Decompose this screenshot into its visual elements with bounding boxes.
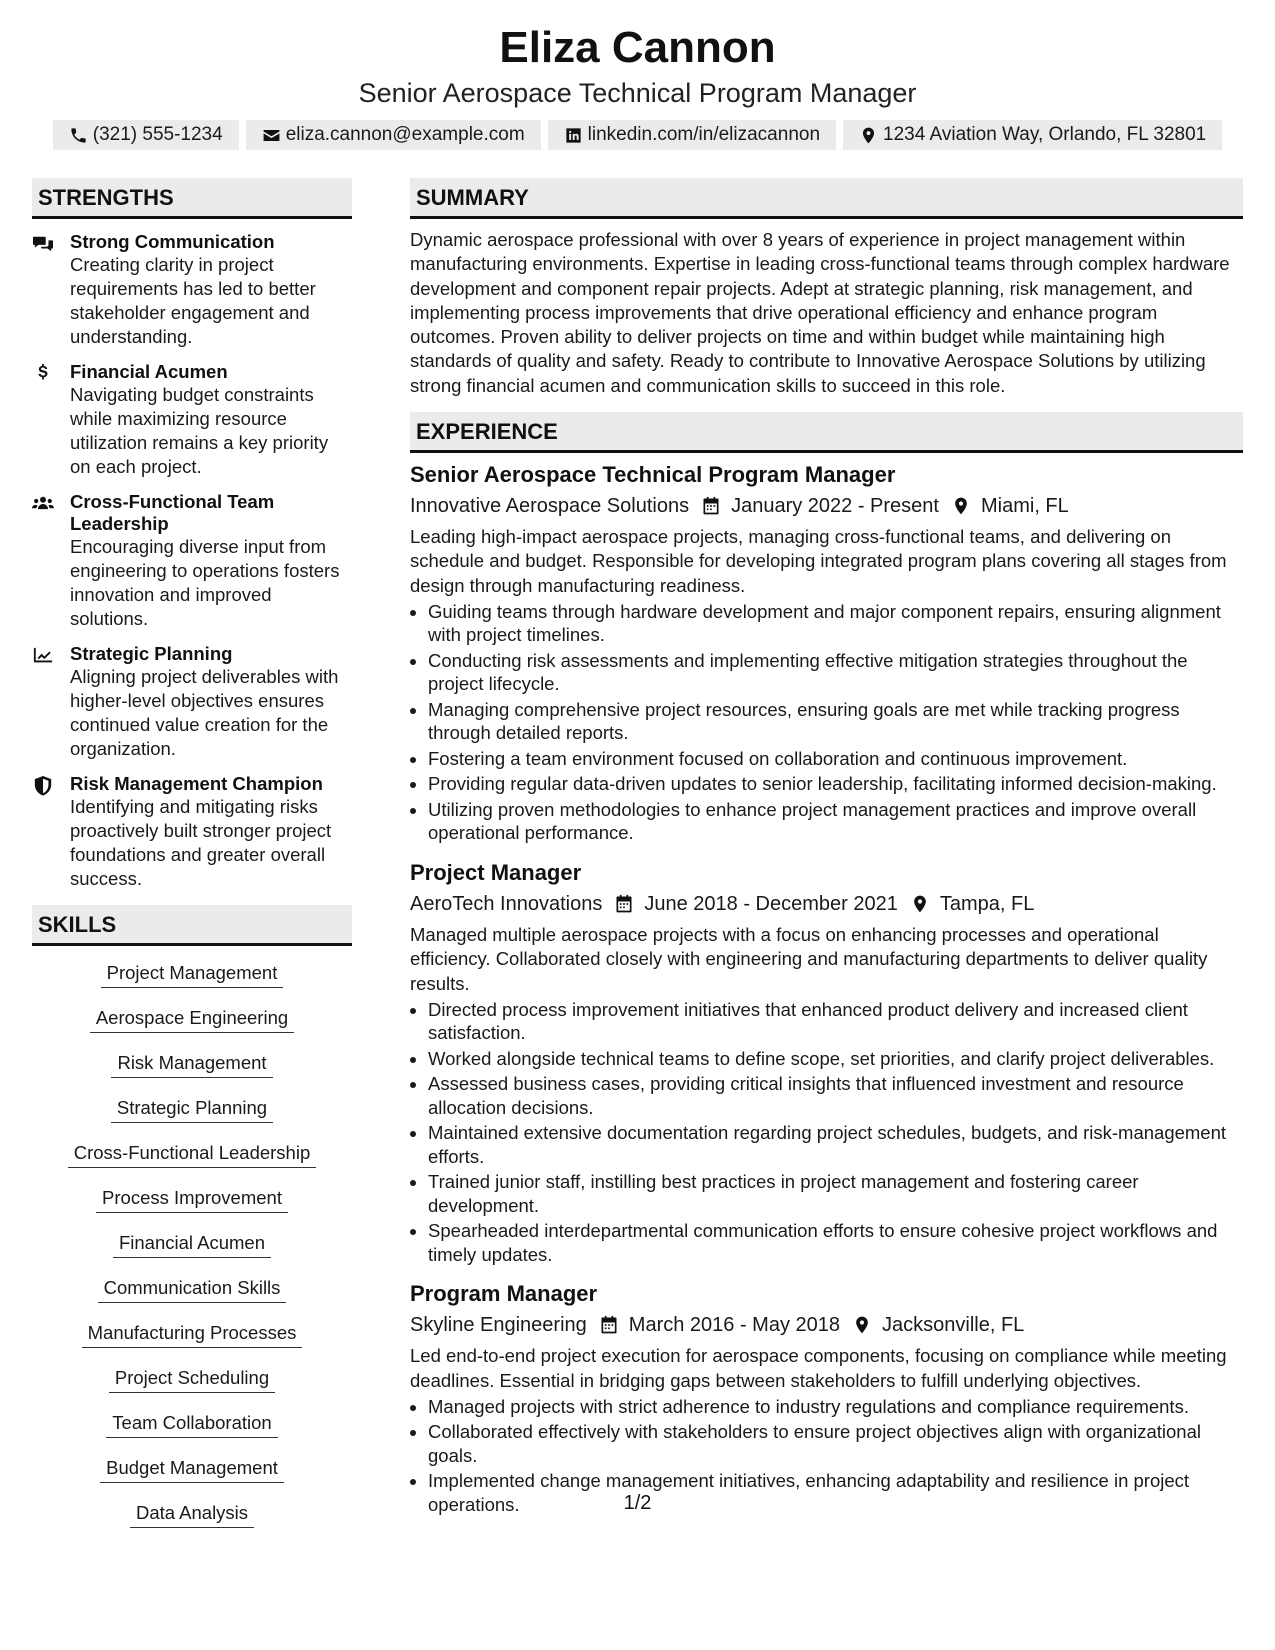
job-meta <box>410 491 1243 521</box>
contact-address-text: 1234 Aviation Way, Orlando, FL 32801 <box>883 124 1207 145</box>
job-description: Leading high-impact aerospace projects, managing cross-functional teams, and delivering on schedule and budget. Responsible for developing integrated program plans covering all stages from design through manufacturing readiness. <box>410 526 1227 596</box>
strength-title: Cross-Functional Team Leadership <box>70 491 275 534</box>
location-pin-icon <box>951 496 971 516</box>
skill-tag: Project Scheduling <box>109 1365 275 1393</box>
strength-item <box>32 773 352 891</box>
phone-icon <box>69 126 88 145</box>
job-bullet: • Trained junior staff, instilling best practices in project management and fostering career development. <box>428 1170 1243 1217</box>
skill-tag: Cross-Functional Leadership <box>68 1140 317 1168</box>
strength-desc: Creating clarity in project requirements has led to better stakeholder engagement and understanding. <box>70 254 316 347</box>
skills-heading: SKILLS <box>32 905 352 946</box>
job-bullet: • Guiding teams through hardware development and major component repairs, ensuring alignment with project timelines. <box>428 600 1243 647</box>
job-bullet: • Conducting risk assessments and implementing effective mitigation strategies throughout the project lifecycle. <box>428 649 1243 696</box>
contact-phone <box>53 120 239 150</box>
job-bullet: • Maintained extensive documentation regarding project schedules, budgets, and risk-management efforts. <box>428 1121 1243 1168</box>
job-bullet: • Fostering a team environment focused on collaboration and continuous improvement. <box>428 747 1243 771</box>
users-icon <box>32 494 54 514</box>
envelope-icon <box>262 126 281 145</box>
strengths-list <box>32 231 352 891</box>
job-location: Miami, FL <box>980 495 1069 518</box>
skill-tag: Communication Skills <box>98 1275 287 1303</box>
strength-title: Strong Communication <box>70 231 275 252</box>
strength-desc: Encouraging diverse input from engineering to operations fosters innovation and improved solutions. <box>70 536 340 629</box>
skills-list <box>32 960 352 1545</box>
chat-bubbles-icon <box>32 234 54 254</box>
strength-item <box>32 361 352 479</box>
contact-bar <box>0 120 1275 150</box>
linkedin-icon <box>564 126 583 145</box>
page-number: 1/2 <box>623 1492 652 1514</box>
candidate-headline: Senior Aerospace Technical Program Manager <box>358 78 917 108</box>
job-bullet: • Providing regular data-driven updates to senior leadership, facilitating informed decision-making. <box>428 772 1243 796</box>
skill-tag: Manufacturing Processes <box>82 1320 303 1348</box>
strength-title: Strategic Planning <box>70 643 233 664</box>
job-bullets <box>410 998 1243 1267</box>
job-entry <box>410 461 1243 845</box>
job-location: Tampa, FL <box>939 892 1035 915</box>
calendar-icon <box>614 894 634 914</box>
job-dates: June 2018 - December 2021 <box>644 892 898 915</box>
skill-tag: Project Management <box>101 960 284 988</box>
skill-tag: Financial Acumen <box>113 1230 271 1258</box>
skill-tag: Team Collaboration <box>106 1410 277 1438</box>
job-description: Led end-to-end project execution for aerospace components, focusing on compliance while meeting deadlines. Essential in bridging gaps between stakeholders to fulfill underlying objectives. <box>410 1345 1227 1391</box>
strength-title: Risk Management Champion <box>70 773 323 794</box>
job-bullet: • Managed projects with strict adherence to industry regulations and compliance requirements. <box>428 1395 1243 1419</box>
contact-phone-text: (321) 555-1234 <box>92 124 223 145</box>
job-bullet: • Spearheaded interdepartmental communication efforts to ensure cohesive project workflows and timely updates. <box>428 1219 1243 1266</box>
strength-desc: Navigating budget constraints while maximizing resource utilization remains a key priority on each project. <box>70 384 329 477</box>
job-dates: March 2016 - May 2018 <box>628 1314 841 1337</box>
job-entry <box>410 859 1243 1266</box>
job-bullet: • Implemented change management initiatives, enhancing adaptability and resilience in project operations. <box>428 1469 1243 1516</box>
job-bullet: • Managing comprehensive project resources, ensuring goals are met while tracking progress through detailed reports. <box>428 698 1243 745</box>
location-pin-icon <box>859 126 878 145</box>
contact-email[interactable] <box>246 120 541 150</box>
job-bullet: • Collaborated effectively with stakeholders to ensure project objectives align with organizational goals. <box>428 1420 1243 1467</box>
resume-body <box>32 178 1243 1545</box>
strengths-heading: STRENGTHS <box>32 178 352 219</box>
job-meta <box>410 889 1243 919</box>
job-company: Skyline Engineering <box>410 1314 587 1337</box>
job-title: Senior Aerospace Technical Program Manager <box>410 462 896 488</box>
strength-desc: Identifying and mitigating risks proactively built stronger project foundations and greater overall success. <box>70 796 332 889</box>
skill-tag: Data Analysis <box>130 1500 254 1528</box>
line-chart-icon <box>32 646 54 666</box>
location-pin-icon <box>910 894 930 914</box>
skill-tag: Strategic Planning <box>111 1095 273 1123</box>
contact-address <box>843 120 1222 150</box>
shield-icon <box>32 776 54 796</box>
candidate-name: Eliza Cannon <box>499 23 776 72</box>
experience-heading: EXPERIENCE <box>410 412 1243 453</box>
skill-tag: Aerospace Engineering <box>90 1005 294 1033</box>
job-bullet: • Assessed business cases, providing critical insights that influenced investment and resource allocation decisions. <box>428 1072 1243 1119</box>
contact-email-text[interactable]: eliza.cannon@example.com <box>285 124 525 145</box>
job-title: Project Manager <box>410 859 582 885</box>
job-company: AeroTech Innovations <box>410 892 603 915</box>
strength-item <box>32 643 352 761</box>
job-bullet: • Utilizing proven methodologies to enhance project management practices and improve overall operational performance. <box>428 798 1243 845</box>
left-column <box>32 178 352 1545</box>
strength-title: Financial Acumen <box>70 361 228 382</box>
job-bullets <box>410 600 1243 845</box>
job-bullet: • Directed process improvement initiatives that enhanced product delivery and increased client satisfaction. <box>428 998 1243 1045</box>
calendar-icon <box>701 496 721 516</box>
right-column <box>410 178 1243 1545</box>
contact-linkedin[interactable] <box>548 120 836 150</box>
job-location: Jacksonville, FL <box>882 1314 1025 1337</box>
contact-linkedin-text[interactable]: linkedin.com/in/elizacannon <box>587 124 821 145</box>
skill-tag: Risk Management <box>111 1050 272 1078</box>
skill-tag: Process Improvement <box>96 1185 288 1213</box>
strength-item <box>32 231 352 349</box>
calendar-icon <box>599 1315 619 1335</box>
job-entry <box>410 1280 1243 1516</box>
job-description: Managed multiple aerospace projects with a focus on enhancing processes and operational efficiency. Collaborated closely with engineering and manufacturing departments to deliver quality results. <box>410 923 1208 994</box>
job-bullet: • Worked alongside technical teams to define scope, set priorities, and clarify project deliverables. <box>428 1047 1243 1071</box>
dollar-icon <box>32 364 54 384</box>
location-pin-icon <box>852 1315 872 1335</box>
job-dates: January 2022 - Present <box>731 495 939 518</box>
strength-item <box>32 491 352 631</box>
job-title: Program Manager <box>410 1281 598 1307</box>
summary-heading: SUMMARY <box>410 178 1243 219</box>
job-company: Innovative Aerospace Solutions <box>410 495 690 518</box>
strength-desc: Aligning project deliverables with higher-level objectives ensures continued value creation for the organization. <box>70 666 339 759</box>
resume-header <box>0 0 1275 150</box>
job-meta <box>410 1310 1243 1340</box>
skill-tag: Budget Management <box>100 1455 284 1483</box>
summary-text: Dynamic aerospace professional with over 8 years of experience in project management within manufacturing environments. Expertise in leading cross-functional teams through complex hardware development and component repair projects. Adept at strategic planning, risk management, and implementing process improvements that drive operational efficiency and enhance program outcomes. Proven ability to deliver projects on time and within budget while maintaining high standards of quality and safety. Ready to contribute to Innovative Aerospace Solutions by utilizing strong financial acumen and communication skills to succeed in this role. <box>410 229 1230 396</box>
